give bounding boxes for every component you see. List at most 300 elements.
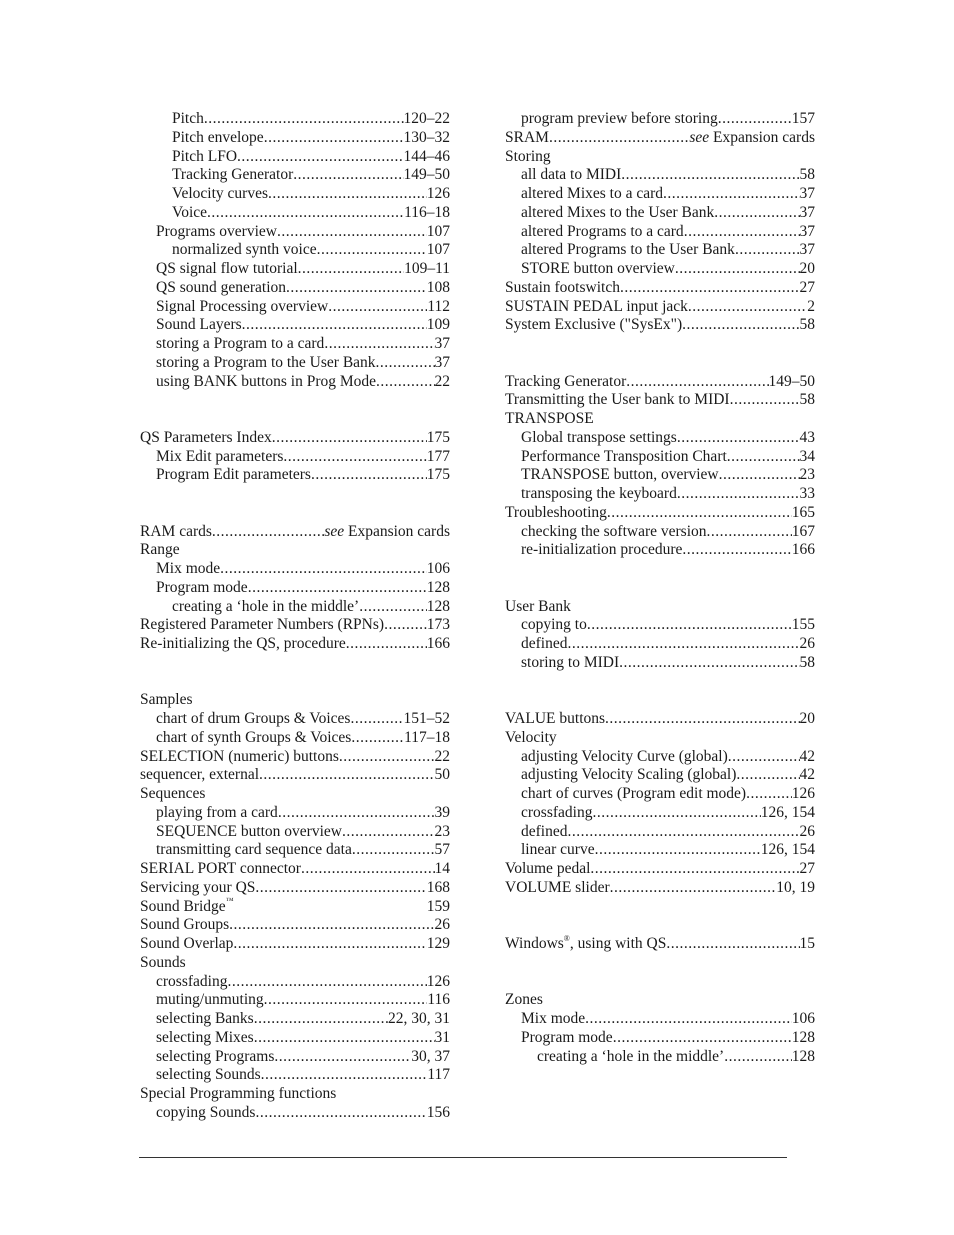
index-subentry <box>505 523 815 542</box>
entry-term-text: using BANK buttons in Prog Mode <box>156 372 377 390</box>
dot-leader <box>613 1029 792 1048</box>
entry-term <box>521 466 719 485</box>
entry-term-text: Performance Transposition Chart <box>521 447 727 465</box>
page-numbers: 173 <box>426 616 450 634</box>
entry-term-text: Programs overview <box>156 222 277 240</box>
entry-term <box>140 635 346 654</box>
index-subentry <box>505 241 815 260</box>
entry-term-text: transmitting card sequence data <box>156 841 352 859</box>
entry-term-text: Volume pedal <box>505 860 591 877</box>
index-subentry <box>140 1066 450 1085</box>
entry-line <box>521 823 815 842</box>
page-numbers: 57 <box>434 841 450 859</box>
entry-term <box>156 1066 261 1085</box>
dot-leader <box>590 860 799 879</box>
index-subentry <box>140 148 450 167</box>
entry-line <box>172 166 450 185</box>
entry-term <box>156 316 242 335</box>
entry-line <box>172 148 450 167</box>
index-entry <box>505 129 815 148</box>
dot-leader <box>350 710 403 729</box>
index-subentry <box>505 223 815 242</box>
entry-line <box>172 110 450 129</box>
dot-leader <box>207 204 404 223</box>
entry-line <box>172 598 450 617</box>
index-subentry <box>505 804 815 823</box>
index-entry <box>505 991 815 1010</box>
entry-term <box>156 973 227 992</box>
entry-line <box>156 279 450 298</box>
index-subentry <box>140 185 450 204</box>
entry-term-text: Servicing your QS <box>140 878 256 896</box>
entry-line <box>156 1029 450 1048</box>
entry-line <box>521 260 815 279</box>
entry-line <box>505 316 815 335</box>
entry-term <box>172 241 317 260</box>
entry-line <box>156 466 450 485</box>
entry-term <box>521 485 677 504</box>
entry-term <box>156 354 376 373</box>
page-numbers: 109 <box>426 316 450 334</box>
see-reference <box>689 129 815 148</box>
page-numbers: 42 <box>799 766 815 784</box>
index-subentry <box>505 654 815 673</box>
entry-term-text: copying Sounds <box>156 1103 256 1121</box>
entry-line <box>505 991 815 1010</box>
index-entry <box>505 729 815 748</box>
index-entry <box>140 785 450 804</box>
index-spacer <box>505 898 815 917</box>
entry-term-suffix: , using with QS <box>569 935 667 952</box>
see-target: Expansion cards <box>347 522 450 540</box>
entry-term-text: re-initialization procedure <box>521 541 683 559</box>
index-entry <box>505 879 815 898</box>
entry-term-text: Storing <box>505 147 551 165</box>
entry-term <box>505 991 543 1010</box>
entry-term-text: adjusting Velocity Scaling (global) <box>521 766 737 784</box>
dot-leader <box>324 335 434 354</box>
dot-leader <box>677 429 800 448</box>
entry-term <box>505 129 549 148</box>
index-entry <box>505 279 815 298</box>
index-entry <box>140 935 450 954</box>
entry-line <box>505 879 815 898</box>
entry-term-text: checking the software version <box>521 522 707 540</box>
entry-term <box>140 785 205 804</box>
entry-term <box>521 204 714 223</box>
entry-term-text: Registered Parameter Numbers (RPNs) <box>140 616 385 634</box>
entry-term <box>140 541 180 560</box>
dot-leader <box>274 1048 411 1067</box>
entry-term <box>521 1010 585 1029</box>
index-subentry <box>140 316 450 335</box>
entry-term <box>521 804 592 823</box>
page-numbers: 126 <box>426 972 450 990</box>
entry-term <box>156 260 298 279</box>
trademark-symbol: ™ <box>225 896 234 906</box>
page-numbers: 27 <box>799 278 815 296</box>
index-spacer <box>140 391 450 410</box>
entry-line <box>505 373 815 392</box>
dot-leader <box>384 616 427 635</box>
page-numbers: 155 <box>791 616 815 634</box>
entry-term-text: Global transpose settings <box>521 428 677 446</box>
page-numbers: 166 <box>426 635 450 652</box>
index-subentry <box>505 485 815 504</box>
entry-line <box>521 635 815 654</box>
entry-term-text: TRANSPOSE <box>505 410 594 427</box>
entry-term <box>505 373 626 392</box>
entry-line <box>140 879 450 898</box>
entry-line <box>140 898 450 917</box>
entry-line <box>156 729 450 748</box>
index-entry <box>140 860 450 879</box>
entry-line <box>521 185 815 204</box>
entry-line <box>156 354 450 373</box>
index-entry <box>505 148 815 167</box>
entry-term <box>521 654 619 673</box>
entry-term <box>521 823 567 842</box>
entry-line <box>521 485 815 504</box>
page-numbers: 23 <box>799 466 815 484</box>
page-numbers: 37 <box>799 222 815 240</box>
dot-leader <box>268 185 427 204</box>
entry-term-text: Program Edit parameters <box>156 466 311 484</box>
entry-line <box>521 616 815 635</box>
index-entry <box>505 391 815 410</box>
page-numbers: 42 <box>799 747 815 765</box>
entry-term <box>156 1048 274 1067</box>
index-subentry <box>505 185 815 204</box>
dot-leader <box>301 860 435 879</box>
page-numbers: 107 <box>426 222 450 240</box>
dot-leader <box>607 504 792 523</box>
dot-leader <box>237 148 403 167</box>
dot-leader <box>746 785 792 804</box>
entry-line <box>156 223 450 242</box>
entry-term-text: Sound Overlap <box>140 935 234 952</box>
entry-term-text: VALUE buttons <box>505 710 606 727</box>
entry-term-text: Program mode <box>521 1028 613 1046</box>
entry-term <box>521 635 567 654</box>
index-subentry <box>140 373 450 392</box>
page-numbers: 106 <box>426 560 450 577</box>
entry-line <box>156 260 450 279</box>
entry-line <box>156 298 450 317</box>
entry-line <box>156 560 450 579</box>
entry-term <box>505 710 605 729</box>
page-numbers: 128 <box>426 578 450 596</box>
entry-line <box>140 954 450 973</box>
page-numbers: 128 <box>426 597 450 615</box>
entry-line <box>521 223 815 242</box>
dot-leader <box>212 523 324 542</box>
entry-line <box>505 148 815 167</box>
dot-leader <box>549 129 689 148</box>
entry-line <box>505 298 815 317</box>
page-numbers: 130–32 <box>403 128 450 146</box>
page-numbers: 116–18 <box>404 203 450 221</box>
page-numbers: 31 <box>434 1028 450 1046</box>
page-numbers: 58 <box>799 391 815 409</box>
entry-term <box>156 1010 254 1029</box>
dot-leader <box>259 766 434 785</box>
index-subentry <box>140 1104 450 1123</box>
entry-term-text: Mix Edit parameters <box>156 447 284 465</box>
page-numbers: 128 <box>791 1028 815 1046</box>
index-entry <box>505 316 815 335</box>
entry-line <box>505 710 815 729</box>
entry-term-text: transposing the keyboard <box>521 485 677 502</box>
entry-term-text: System Exclusive ("SysEx") <box>505 316 683 334</box>
dot-leader <box>254 1010 388 1029</box>
entry-term-text: Transmitting the User bank to MIDI <box>505 391 730 409</box>
dot-leader <box>682 541 791 560</box>
dot-leader <box>688 298 807 317</box>
entry-line <box>140 860 450 879</box>
entry-term <box>140 954 186 973</box>
index-subentry <box>140 466 450 485</box>
entry-line <box>505 729 815 748</box>
index-subentry <box>140 279 450 298</box>
index-entry <box>140 635 450 654</box>
dot-leader <box>278 804 435 823</box>
see-label: see <box>689 128 710 146</box>
index-subentry <box>505 841 815 860</box>
entry-line <box>140 691 450 710</box>
entry-term <box>156 448 283 467</box>
entry-term-text: Sound Groups <box>140 916 230 934</box>
dot-leader <box>255 879 426 898</box>
dot-leader <box>298 260 404 279</box>
entry-line <box>172 204 450 223</box>
index-spacer <box>140 410 450 429</box>
entry-term-text: Pitch <box>172 110 204 127</box>
entry-line <box>156 1066 450 1085</box>
index-subentry <box>505 260 815 279</box>
index-entry <box>505 373 815 392</box>
index-entry <box>140 879 450 898</box>
entry-line <box>156 710 450 729</box>
entry-term <box>156 579 248 598</box>
dot-leader <box>626 373 768 392</box>
entry-term-text: Program mode <box>156 578 248 596</box>
index-subentry <box>505 748 815 767</box>
entry-term-text: storing a Program to a card <box>156 335 325 352</box>
entry-term-text: adjusting Velocity Curve (global) <box>521 747 728 765</box>
entry-term-text: RAM cards <box>140 522 212 540</box>
entry-line <box>521 748 815 767</box>
entry-line <box>140 616 450 635</box>
entry-term <box>505 504 607 523</box>
index-subentry <box>140 1010 450 1029</box>
dot-leader <box>359 598 427 617</box>
page-numbers: 58 <box>799 653 815 671</box>
index-subentry <box>505 785 815 804</box>
index-subentry <box>505 766 815 785</box>
index-subentry <box>505 429 815 448</box>
entry-term-text: User Bank <box>505 597 571 615</box>
entry-line <box>505 279 815 298</box>
entry-term <box>505 148 551 167</box>
dot-leader <box>736 766 799 785</box>
entry-line <box>140 523 450 542</box>
dot-leader <box>718 110 792 129</box>
page-numbers: 126, 154 <box>760 841 815 859</box>
index-spacer <box>505 916 815 935</box>
dot-leader <box>663 185 799 204</box>
entry-line <box>156 1104 450 1123</box>
index-entry <box>140 916 450 935</box>
dot-leader <box>248 579 427 598</box>
dot-leader <box>610 879 777 898</box>
page-numbers: 26 <box>434 916 450 934</box>
entry-line <box>140 429 450 448</box>
entry-term-text: Signal Processing overview <box>156 297 329 315</box>
entry-term-text: crossfading <box>156 972 228 990</box>
entry-term <box>156 729 351 748</box>
dot-leader <box>229 916 434 935</box>
entry-term <box>505 279 620 298</box>
entry-term <box>140 766 259 785</box>
entry-term <box>156 279 286 298</box>
entry-term-text: chart of curves (Program edit mode) <box>521 785 747 802</box>
page-numbers: 165 <box>791 503 815 521</box>
dot-leader <box>735 241 800 260</box>
index-subentry <box>505 541 815 560</box>
index-subentry <box>140 260 450 279</box>
index-entry <box>140 1085 450 1104</box>
entry-term <box>172 129 264 148</box>
entry-term <box>140 429 272 448</box>
page-numbers: 117 <box>427 1066 450 1084</box>
dot-leader <box>283 448 426 467</box>
index-subentry <box>140 110 450 129</box>
entry-term-text: QS sound generation <box>156 278 287 296</box>
entry-term-text: SERIAL PORT connector <box>140 860 301 877</box>
entry-line <box>521 785 815 804</box>
entry-term <box>172 166 293 185</box>
page-numbers: 26 <box>799 822 815 840</box>
index-subentry <box>140 841 450 860</box>
page-numbers: 149–50 <box>768 372 815 390</box>
index-subentry <box>140 298 450 317</box>
dot-leader <box>592 804 760 823</box>
dot-leader <box>342 823 435 842</box>
page-numbers: 22, 30, 31 <box>388 1010 450 1027</box>
entry-term-text: Special Programming functions <box>140 1085 337 1102</box>
entry-line <box>521 204 815 223</box>
dot-leader <box>346 635 427 654</box>
index-spacer <box>505 335 815 354</box>
entry-term <box>140 935 233 954</box>
dot-leader <box>227 973 426 992</box>
entry-term <box>521 541 682 560</box>
index-subentry <box>505 466 815 485</box>
entry-term <box>505 935 666 954</box>
entry-term-text: Velocity <box>505 728 557 746</box>
entry-term-text: Mix mode <box>156 560 221 577</box>
page-numbers: 14 <box>434 860 450 877</box>
page-numbers: 149–50 <box>403 166 450 184</box>
dot-leader <box>567 823 799 842</box>
index-spacer <box>505 579 815 598</box>
index-spacer <box>505 673 815 692</box>
index-subentry <box>140 223 450 242</box>
dot-leader <box>620 279 800 298</box>
index-subentry <box>140 823 450 842</box>
index-subentry <box>140 354 450 373</box>
entry-term-text: chart of synth Groups & Voices <box>156 728 352 746</box>
entry-term-text: altered Mixes to the User Bank <box>521 203 715 221</box>
entry-line <box>156 335 450 354</box>
entry-term <box>521 748 728 767</box>
entry-line <box>156 448 450 467</box>
index-entry <box>140 898 450 917</box>
entry-line <box>521 1010 815 1029</box>
entry-line <box>156 823 450 842</box>
entry-term <box>521 785 746 804</box>
entry-line <box>521 429 815 448</box>
entry-term <box>140 916 229 935</box>
index-entry <box>505 935 815 954</box>
index-entry <box>140 541 450 560</box>
entry-line <box>521 523 815 542</box>
entry-term-text: SRAM <box>505 128 549 146</box>
entry-term <box>172 110 204 129</box>
dot-leader <box>286 279 427 298</box>
page-numbers: 23 <box>434 822 450 840</box>
index-subentry <box>140 729 450 748</box>
entry-term-text: Windows <box>505 935 564 952</box>
entry-line <box>505 391 815 410</box>
page-numbers: 37 <box>799 203 815 221</box>
entry-line <box>521 448 815 467</box>
entry-term <box>156 335 324 354</box>
index-column-right <box>505 110 815 1066</box>
entry-term-text: selecting Sounds <box>156 1066 261 1084</box>
page-numbers: 129 <box>426 935 450 952</box>
entry-term-text: copying to <box>521 616 587 634</box>
entry-line <box>156 316 450 335</box>
entry-line <box>156 579 450 598</box>
entry-term <box>521 841 595 860</box>
footer-rule <box>139 1157 787 1158</box>
entry-term-text: Sound Bridge <box>140 897 226 915</box>
index-subentry <box>140 448 450 467</box>
entry-term <box>156 823 342 842</box>
entry-term <box>505 860 590 879</box>
dot-leader <box>242 316 427 335</box>
entry-term <box>172 598 359 617</box>
page-numbers: 37 <box>799 241 815 259</box>
entry-term-text: Zones <box>505 991 543 1009</box>
dot-leader <box>293 166 403 185</box>
entry-term-text: SEQUENCE button overview <box>156 822 342 840</box>
entry-term-text: creating a ‘hole in the middle’ <box>172 597 360 615</box>
index-subentry <box>505 166 815 185</box>
dot-leader <box>328 298 427 317</box>
page-numbers: 117–18 <box>404 728 450 746</box>
entry-term <box>156 298 328 317</box>
entry-term <box>156 373 376 392</box>
dot-leader <box>666 935 799 954</box>
entry-term <box>521 429 677 448</box>
dot-leader <box>585 1010 792 1029</box>
index-subentry <box>140 129 450 148</box>
index-entry <box>505 504 815 523</box>
index-subentry <box>140 1029 450 1048</box>
